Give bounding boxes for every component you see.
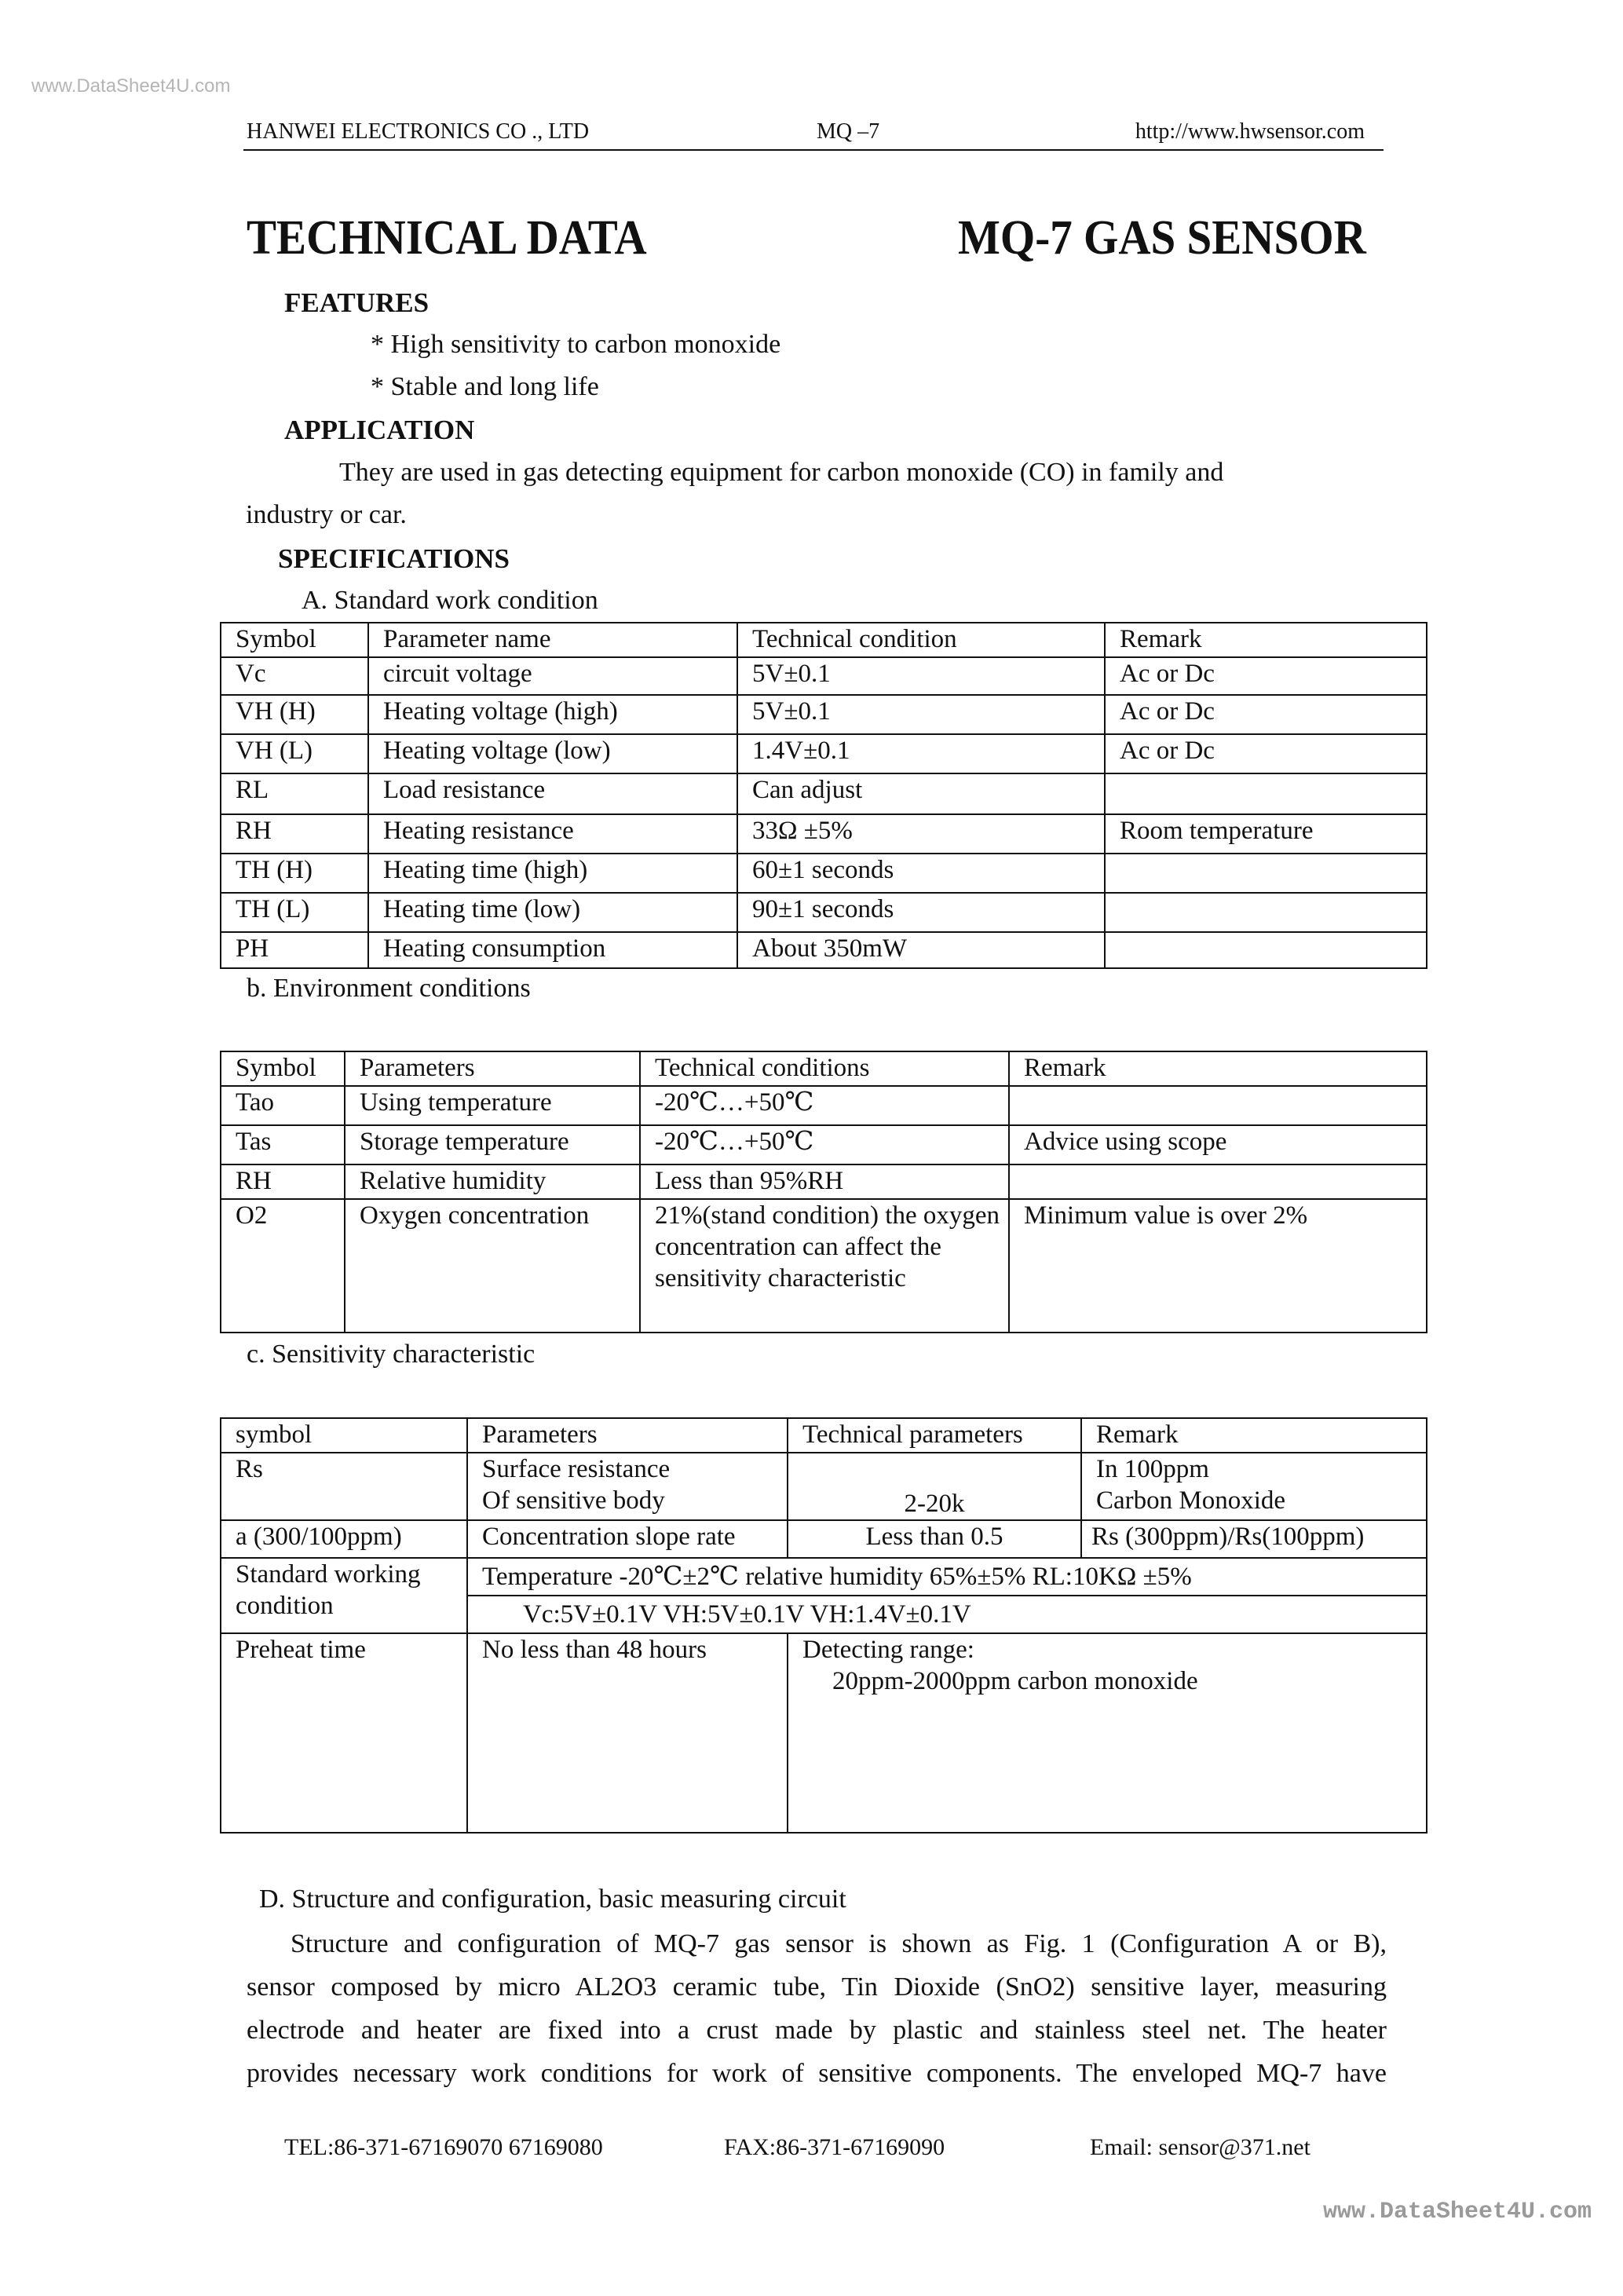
cell: Preheat time [221,1633,467,1833]
table-header-row [221,1051,1427,1086]
table-row [221,1558,1427,1596]
cell: PH [221,932,368,968]
feature-item: * High sensitivity to carbon monoxide [371,330,781,359]
environment-conditions-table [220,1051,1427,1333]
cell: RL [221,773,368,814]
cell: 21%(stand condition) the oxygen concentration can affect the sensitivity characteristic [640,1199,1009,1333]
header-website: http://www.hwsensor.com [1135,119,1365,144]
cell: TH (L) [221,893,368,932]
col-header: Remark [1009,1051,1427,1086]
cell: 5V±0.1 [737,695,1105,734]
cell: No less than 48 hours [467,1633,788,1833]
cell: 1.4V±0.1 [737,734,1105,773]
table-row [221,1086,1427,1125]
cell [1105,893,1427,932]
cell-line: 20ppm-2000ppm carbon monoxide [832,1667,1198,1695]
table-row [221,1164,1427,1199]
cell: Ac or Dc [1105,734,1427,773]
table-row [221,932,1427,968]
application-heading: APPLICATION [284,415,475,445]
cell: Less than 95%RH [640,1164,1009,1199]
cell [1009,1164,1427,1199]
page-header [243,116,1384,151]
cell: About 350mW [737,932,1105,968]
col-header: Remark [1105,623,1427,657]
sensitivity-characteristic-table [220,1417,1427,1834]
cell [1105,932,1427,968]
cell: -20℃…+50℃ [640,1086,1009,1125]
col-header: Technical condition [737,623,1105,657]
cell: Using temperature [345,1086,640,1125]
cell: Heating time (high) [368,854,737,893]
features-heading: FEATURES [284,287,430,318]
table-row [221,773,1427,814]
cell [1009,1086,1427,1125]
table-row [221,657,1427,695]
header-company: HANWEI ELECTRONICS CO ., LTD [247,119,590,144]
cell: VH (L) [221,734,368,773]
standard-work-condition-table [220,622,1427,969]
cell-line: Surface resistance [482,1455,671,1483]
table-a-caption: A. Standard work condition [302,586,598,615]
cell: Advice using scope [1009,1125,1427,1164]
col-header: Symbol [221,1051,345,1086]
table-row [221,1520,1427,1558]
structure-heading: D. Structure and configuration, basic measuring circuit [259,1885,846,1914]
cell: Rs [221,1453,467,1520]
cell: Heating time (low) [368,893,737,932]
cell [1105,854,1427,893]
table-c-caption: c. Sensitivity characteristic [247,1340,536,1369]
cell: Oxygen concentration [345,1199,640,1333]
cell: 2-20k [788,1453,1081,1520]
cell: Ac or Dc [1105,695,1427,734]
footer-tel: TEL:86-371-67169070 67169080 [284,2134,603,2160]
cell: Heating resistance [368,814,737,854]
specifications-heading: SPECIFICATIONS [278,543,510,574]
cell [1105,773,1427,814]
cell: RH [221,814,368,854]
header-model: MQ –7 [817,119,880,144]
cell: Load resistance [368,773,737,814]
cell: Can adjust [737,773,1105,814]
paragraph-line: electrode and heater are fixed into a crust made by plastic and stainless steel net. The heater [247,2016,1387,2045]
table-row [221,1199,1427,1333]
cell-line: Carbon Monoxide [1096,1486,1286,1515]
cell: a (300/100ppm) [221,1520,467,1558]
cell [1081,1453,1427,1520]
paragraph-line: Structure and configuration of MQ-7 gas sensor is shown as Fig. 1 (Configuration A or B), [291,1929,1387,1958]
title-technical-data: TECHNICAL DATA [247,211,647,265]
title-sensor-name: MQ-7 GAS SENSOR [958,211,1366,265]
footer-fax: FAX:86-371-67169090 [724,2134,945,2160]
cell: Storage temperature [345,1125,640,1164]
cell: Concentration slope rate [467,1520,788,1558]
watermark-top: www.DataSheet4U.com [31,75,231,97]
cell-line: Of sensitive body [482,1486,665,1515]
paragraph-line: sensor composed by micro AL2O3 ceramic tube, Tin Dioxide (SnO2) sensitive layer, measuring [247,1972,1387,2002]
cell: O2 [221,1199,345,1333]
col-header: Technical conditions [640,1051,1009,1086]
cell: Relative humidity [345,1164,640,1199]
table-b-caption: b. Environment conditions [247,974,531,1003]
cell: Rs (300ppm)/Rs(100ppm) [1081,1520,1427,1558]
col-header: Parameters [467,1418,788,1453]
cell: Vc [221,657,368,695]
col-header: Technical parameters [788,1418,1081,1453]
col-header: symbol [221,1418,467,1453]
table-row [221,814,1427,854]
cell [221,1558,467,1633]
col-header: Parameter name [368,623,737,657]
table-row [221,1633,1427,1833]
cell: Room temperature [1105,814,1427,854]
cell: Vc:5V±0.1V VH:5V±0.1V VH:1.4V±0.1V [467,1596,1427,1633]
cell [788,1633,1427,1833]
cell-line: Standard working [236,1560,421,1589]
watermark-bottom: www.DataSheet4U.com [1322,2199,1592,2225]
table-row [221,734,1427,773]
application-text-line2: industry or car. [246,500,407,529]
footer-email: Email: sensor@371.net [1090,2134,1310,2160]
col-header: Parameters [345,1051,640,1086]
cell: Minimum value is over 2% [1009,1199,1427,1333]
cell: 5V±0.1 [737,657,1105,695]
cell: RH [221,1164,345,1199]
cell: circuit voltage [368,657,737,695]
col-header: Remark [1081,1418,1427,1453]
cell: Heating voltage (high) [368,695,737,734]
table-header-row [221,623,1427,657]
cell: Tao [221,1086,345,1125]
col-header: Symbol [221,623,368,657]
structure-paragraph [247,1922,1387,2095]
cell [467,1453,788,1520]
cell: Tas [221,1125,345,1164]
cell: Heating consumption [368,932,737,968]
cell-line: condition [236,1592,334,1620]
table-row [221,893,1427,932]
cell: VH (H) [221,695,368,734]
cell: -20℃…+50℃ [640,1125,1009,1164]
cell-line: In 100ppm [1096,1455,1209,1483]
cell: 60±1 seconds [737,854,1105,893]
table-header-row [221,1418,1427,1453]
cell: TH (H) [221,854,368,893]
cell: Temperature -20℃±2℃ relative humidity 65%±5% RL:10KΩ ±5% [467,1558,1427,1596]
application-text-line1: They are used in gas detecting equipment for carbon monoxide (CO) in family and [339,458,1224,487]
cell: Less than 0.5 [788,1520,1081,1558]
table-row [221,695,1427,734]
table-row [221,1125,1427,1164]
cell: Heating voltage (low) [368,734,737,773]
cell: 33Ω ±5% [737,814,1105,854]
paragraph-line: provides necessary work conditions for work of sensitive components. The enveloped MQ-7 have [247,2059,1387,2088]
feature-item: * Stable and long life [371,372,599,401]
cell: Ac or Dc [1105,657,1427,695]
cell: 90±1 seconds [737,893,1105,932]
table-row [221,854,1427,893]
table-row [221,1453,1427,1520]
cell-line: Detecting range: [802,1636,974,1664]
